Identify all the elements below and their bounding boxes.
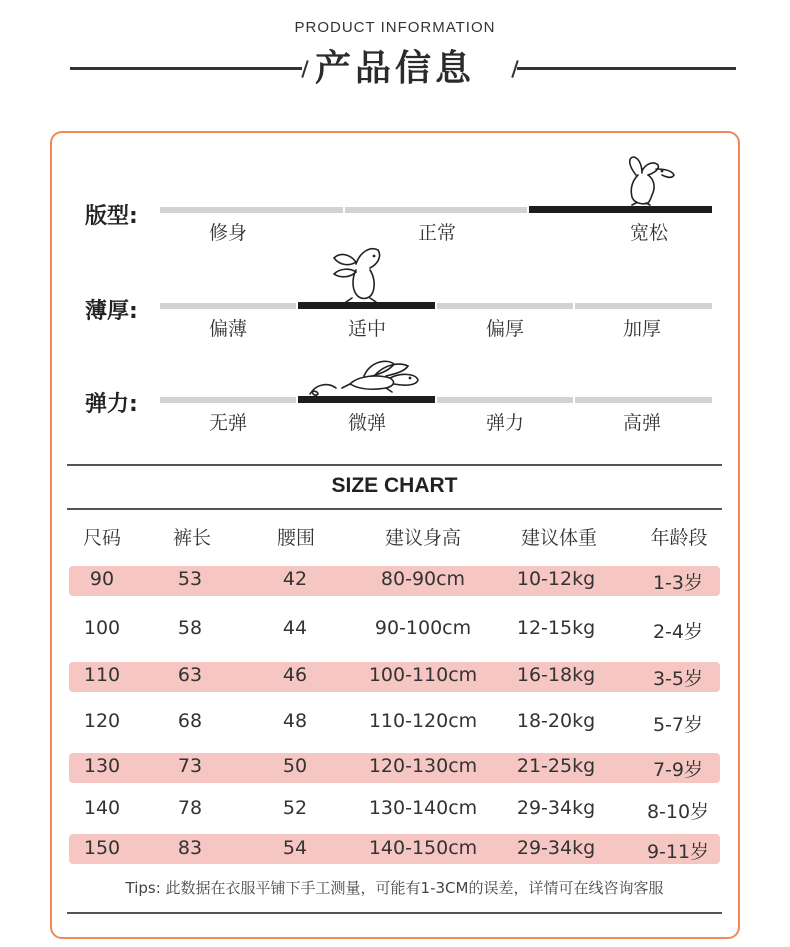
table-cell: 1-3岁 xyxy=(652,572,704,594)
thickness-option: 偏薄 xyxy=(208,318,247,340)
column-header: 腰围 xyxy=(276,527,315,549)
table-cell: 8-10岁 xyxy=(646,801,710,823)
table-cell: 16-18kg xyxy=(516,664,596,686)
fit-label: 版型: xyxy=(85,204,138,229)
table-cell: 29-34kg xyxy=(516,797,596,819)
fit-bar-segment xyxy=(160,207,343,213)
table-cell: 73 xyxy=(177,755,203,777)
header-divider-right xyxy=(517,67,736,70)
table-cell: 83 xyxy=(177,837,203,859)
table-cell: 130-140cm xyxy=(368,797,478,819)
table-bottom-rule xyxy=(67,912,722,914)
table-cell: 58 xyxy=(177,617,203,639)
table-cell: 63 xyxy=(177,664,203,686)
table-cell: 140 xyxy=(83,797,121,819)
header-subtitle: PRODUCT INFORMATION xyxy=(294,19,496,36)
tips-note: Tips: 此数据在衣服平铺下手工测量，可能有1-3CM的误差，详情可在线咨询客服 xyxy=(125,879,664,897)
thickness-bar-segment xyxy=(160,303,296,309)
table-cell: 18-20kg xyxy=(516,710,596,732)
table-cell: 5-7岁 xyxy=(652,714,704,736)
table-cell: 100-110cm xyxy=(368,664,478,686)
fit-option: 修身 xyxy=(208,222,247,244)
table-cell: 120-130cm xyxy=(368,755,478,777)
page-title: 产品信息 xyxy=(314,48,475,89)
table-cell: 68 xyxy=(177,710,203,732)
table-cell: 50 xyxy=(282,755,308,777)
table-header-rule xyxy=(67,508,722,510)
elasticity-option: 无弹 xyxy=(208,412,247,434)
thickness-option: 偏厚 xyxy=(485,318,524,340)
elasticity-option: 高弹 xyxy=(622,412,661,434)
thickness-bar-segment xyxy=(575,303,712,309)
column-header: 尺码 xyxy=(82,527,121,549)
elasticity-bar-segment xyxy=(437,397,573,403)
fit-option: 宽松 xyxy=(629,222,668,244)
thickness-label: 薄厚: xyxy=(85,299,138,324)
column-header: 裤长 xyxy=(172,527,211,549)
table-cell: 44 xyxy=(282,617,308,639)
table-cell: 21-25kg xyxy=(516,755,596,777)
elasticity-option: 弹力 xyxy=(485,412,524,434)
table-cell: 46 xyxy=(282,664,308,686)
rabbit-icon xyxy=(622,153,678,207)
table-cell: 110 xyxy=(83,664,121,686)
table-cell: 7-9岁 xyxy=(652,759,704,781)
table-cell: 29-34kg xyxy=(516,837,596,859)
table-cell: 150 xyxy=(83,837,121,859)
fit-bar-segment-selected xyxy=(529,206,712,213)
column-header: 建议体重 xyxy=(520,527,597,549)
table-cell: 120 xyxy=(83,710,121,732)
rabbit-icon xyxy=(330,244,386,304)
table-cell: 90-100cm xyxy=(374,617,472,639)
elasticity-bar-segment xyxy=(575,397,712,403)
table-cell: 80-90cm xyxy=(380,568,466,590)
elasticity-option: 微弹 xyxy=(347,412,386,434)
table-cell: 140-150cm xyxy=(368,837,478,859)
thickness-option: 适中 xyxy=(347,318,386,340)
elasticity-label: 弹力: xyxy=(85,392,138,417)
table-cell: 48 xyxy=(282,710,308,732)
table-cell: 42 xyxy=(282,568,308,590)
table-cell: 78 xyxy=(177,797,203,819)
table-cell: 130 xyxy=(83,755,121,777)
column-header: 年龄段 xyxy=(650,527,708,549)
table-cell: 12-15kg xyxy=(516,617,596,639)
fit-option: 正常 xyxy=(417,222,456,244)
thickness-bar-segment xyxy=(437,303,573,309)
table-cell: 52 xyxy=(282,797,308,819)
rabbit-icon xyxy=(306,354,422,398)
table-cell: 53 xyxy=(177,568,203,590)
table-cell: 54 xyxy=(282,837,308,859)
header-divider-left xyxy=(70,67,302,70)
column-header: 建议身高 xyxy=(384,527,461,549)
table-cell: 9-11岁 xyxy=(646,841,710,863)
elasticity-bar-segment xyxy=(160,397,296,403)
table-cell: 2-4岁 xyxy=(652,621,704,643)
table-cell: 10-12kg xyxy=(516,568,596,590)
table-cell: 90 xyxy=(89,568,115,590)
table-cell: 3-5岁 xyxy=(652,668,704,690)
table-top-rule xyxy=(67,464,722,466)
thickness-option: 加厚 xyxy=(622,318,661,340)
table-cell: 110-120cm xyxy=(368,710,478,732)
table-cell: 100 xyxy=(83,617,121,639)
fit-bar-segment xyxy=(345,207,527,213)
size-chart-title: SIZE CHART xyxy=(331,474,458,497)
